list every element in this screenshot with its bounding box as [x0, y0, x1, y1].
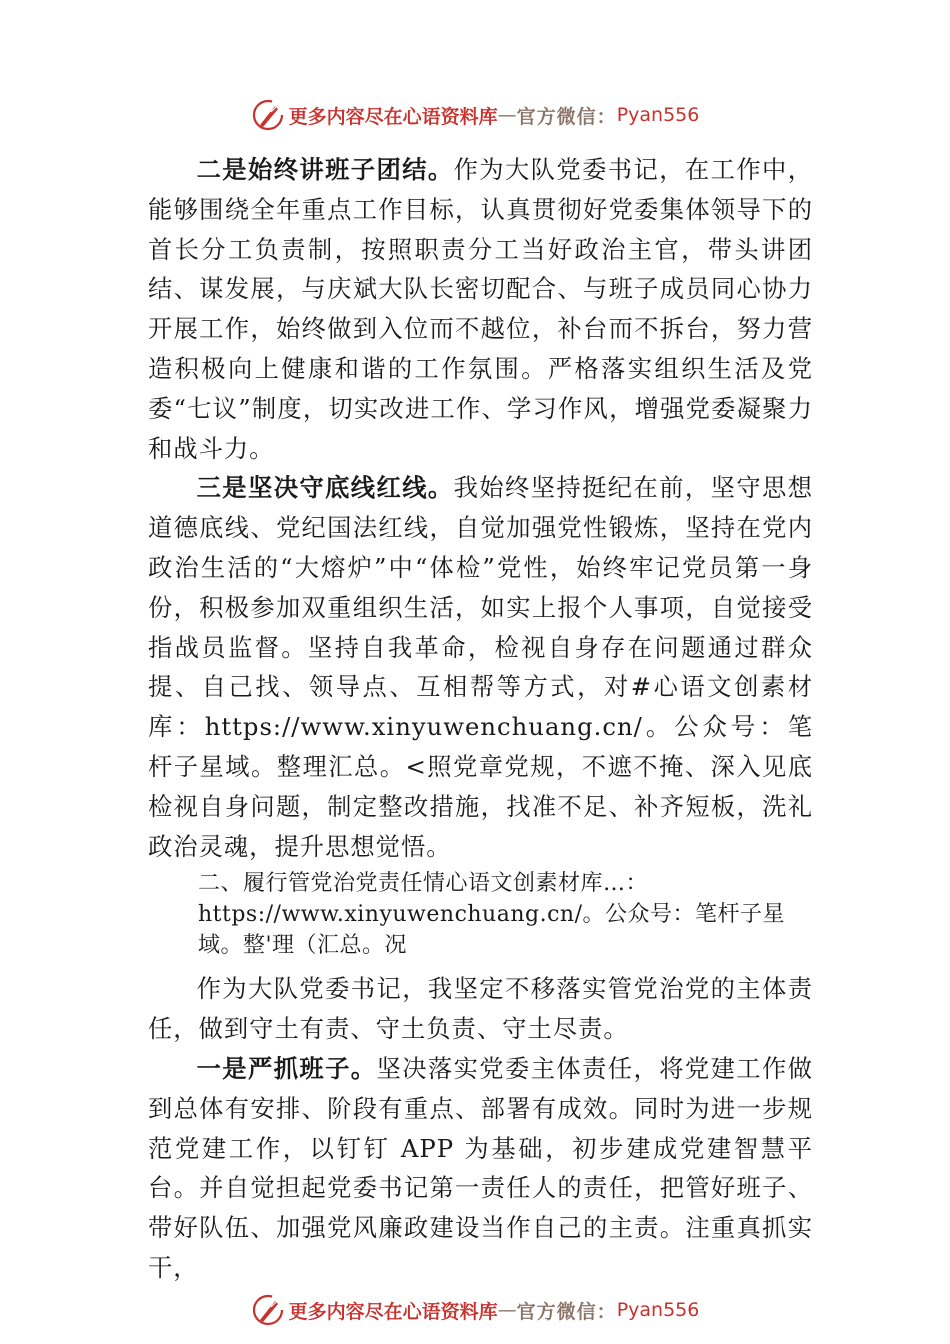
paragraph-text: 作为大队党委书记，在工作中，能够围绕全年重点工作目标，认真贯彻好党委集体领导下的首长分工负责制，按照职责分工当好政治主官，带头讲团结、谋发展，与庆斌大队长密切配合、与班子成员同心协力开展工作，始终做到入位而不越位，补台而不拆台，努力营造积极向上健康和谐的工作氛围。严格落实组织生活及党委“七议”制度，切实改进工作、学习作风，增强党委凝聚力和战斗力。: [148, 155, 814, 463]
paragraph-text: 坚决落实党委主体责任，将党建工作做到总体有安排、阶段有重点、部署有成效。同时为进一步规范党建工作，以钉钉 APP 为基础，初步建成党建智慧平台。并自觉担起党委书记第一责任人的责任，把管好班子、带好队伍、加强党风廉政建设当作自己的主责。注重真抓实干，: [148, 1053, 814, 1282]
banner-label: 官方微信：: [516, 1300, 617, 1323]
paragraph-lead: 三是坚决守底线红线。: [196, 473, 454, 503]
banner-site-text: 更多内容尽在心语资料库: [288, 105, 498, 128]
paragraph-team-unity: [148, 150, 813, 468]
banner-account: Pyan556: [616, 1299, 700, 1321]
quill-pen-logo-icon: [251, 1293, 285, 1327]
quill-pen-logo-icon: [251, 98, 285, 132]
banner-site-text: 更多内容尽在心语资料库: [288, 1300, 498, 1323]
header-watermark-banner: [0, 95, 950, 135]
section-heading: 二、履行管党治党责任情心语文创素材库…：https://www.xinyuwenchuang.cn/。公众号：笔杆子星域。整'理（汇总。况: [198, 871, 785, 959]
paragraph-bottom-line: [148, 468, 813, 866]
paragraph-text: 我始终坚持挺纪在前，坚守思想道德底线、党纪国法红线，自觉加强党性锻炼，坚持在党内政治生活的“大熔炉”中“体检”党性，始终牢记党员第一身份，积极参加双重组织生活，如实上报个人事项，自觉接受指战员监督。坚持自我革命，检视自身存在问题通过群众提、自己找、领导点、互相帮等方式，对#心语文创素材库：https://www.xinyuwenchuang.cn/。公众号：笔杆子星域。整理汇总。<照党章党规，不遮不掩、深入见底检视自身问题，制定整改措施，找准不足、补齐短板，洗礼政治灵魂，提升思想觉悟。: [148, 473, 814, 861]
banner-account: Pyan556: [616, 104, 700, 126]
banner-separator: —: [497, 104, 517, 126]
paragraph-responsibility: 作为大队党委书记，我坚定不移落实管党治党的主体责任，做到守土有责、守土负责、守土尽责。: [148, 974, 813, 1044]
paragraph-team-management: [148, 1049, 813, 1288]
document-body: [148, 150, 813, 1288]
footer-watermark-banner: [0, 1290, 950, 1330]
banner-separator: —: [497, 1299, 517, 1321]
paragraph-lead: 一是严抓班子。: [196, 1053, 377, 1083]
banner-label: 官方微信：: [516, 105, 617, 128]
paragraph-lead: 二是始终讲班子团结。: [196, 155, 454, 184]
